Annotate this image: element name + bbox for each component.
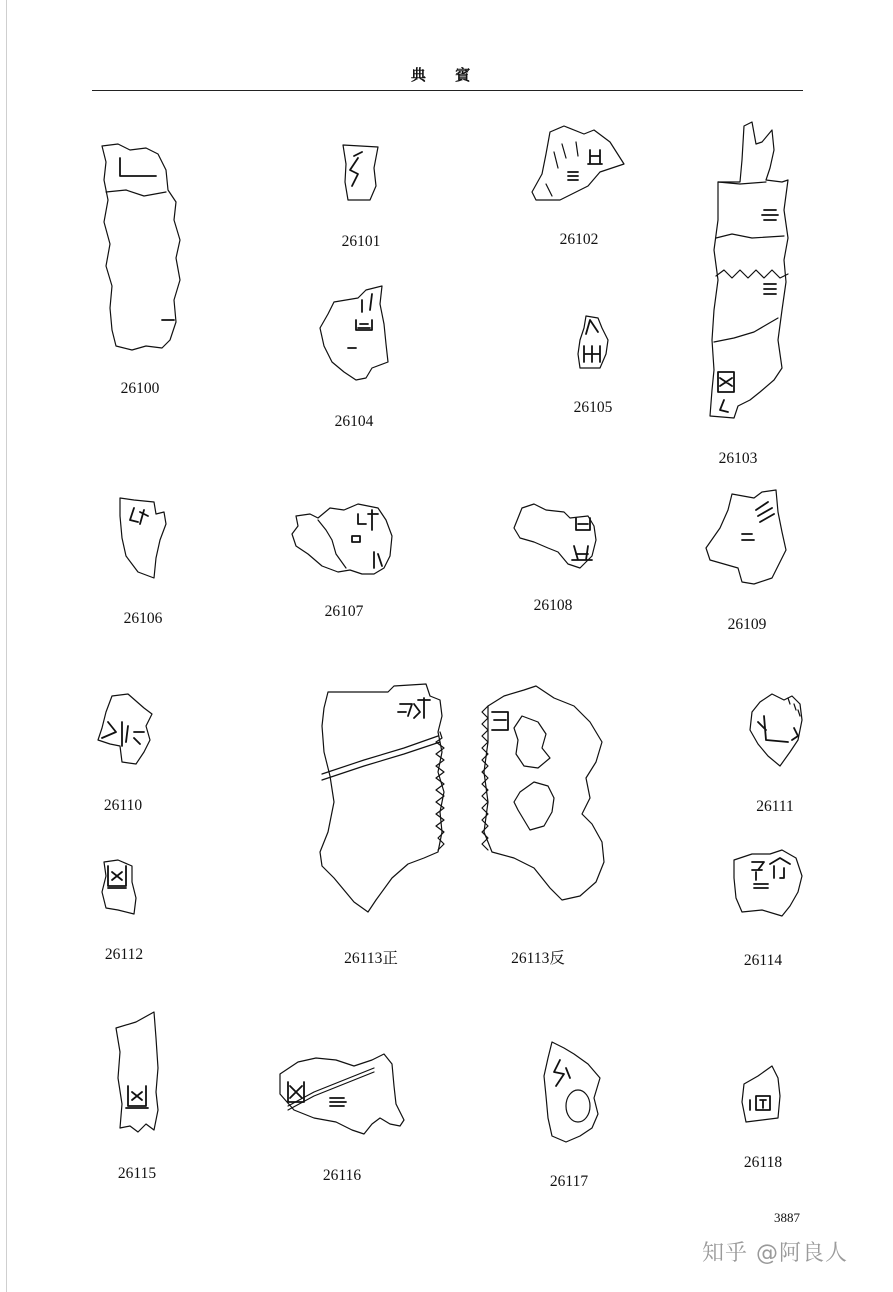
fragment-drawing-26104 [316, 284, 392, 384]
fragment-drawing-26107 [288, 500, 396, 580]
fragment-drawing-26113-front [314, 682, 454, 918]
fragment-label-26110: 26110 [103, 797, 143, 814]
fragment-label-26105: 26105 [573, 399, 613, 416]
fragment-label-26106: 26106 [123, 610, 163, 627]
fragment-drawing-26106 [114, 494, 174, 582]
fragment-label-26107: 26107 [324, 603, 364, 620]
fragment-drawing-26109 [702, 488, 790, 588]
fragment-drawing-26103 [704, 120, 796, 425]
fragment-drawing-26117 [538, 1038, 608, 1146]
fragment-drawing-26108 [508, 500, 604, 572]
fragment-drawing-26115 [108, 1008, 168, 1138]
fragment-label-26113-back: 26113反 [511, 950, 565, 967]
fragment-label-26103: 26103 [718, 450, 758, 467]
fragment-drawing-26113-back [478, 682, 610, 906]
fragment-drawing-26111 [744, 690, 808, 770]
fragment-label-26104: 26104 [334, 413, 374, 430]
fragment-label-26108: 26108 [533, 597, 573, 614]
fragment-drawing-26101 [340, 142, 384, 204]
fragment-label-26115: 26115 [117, 1165, 157, 1182]
fragment-label-26101: 26101 [341, 233, 381, 250]
fragment-drawing-26100 [96, 140, 186, 355]
fragment-label-26113-front: 26113正 [344, 950, 398, 967]
fragment-drawing-26118 [736, 1062, 786, 1128]
fragment-label-26116: 26116 [322, 1167, 362, 1184]
fragment-label-26111: 26111 [756, 798, 794, 815]
header-rule [92, 90, 803, 91]
fragment-drawing-26110 [92, 690, 160, 770]
watermark: 知乎 @阿良人 [702, 1241, 848, 1266]
fragment-drawing-26114 [726, 848, 806, 922]
fragment-label-26114: 26114 [743, 952, 783, 969]
fragment-drawing-26116 [274, 1050, 412, 1138]
fragment-label-26100: 26100 [120, 380, 160, 397]
fragment-label-26102: 26102 [559, 231, 599, 248]
fragment-label-26117: 26117 [549, 1173, 589, 1190]
page-edge [6, 0, 7, 1292]
fragment-drawing-26102 [528, 122, 630, 206]
fragment-label-26112: 26112 [104, 946, 144, 963]
fragment-label-26118: 26118 [743, 1154, 783, 1171]
fragment-drawing-26112 [98, 858, 142, 918]
fragment-drawing-26105 [574, 312, 614, 372]
page-number: 3887 [774, 1210, 800, 1225]
page-title: 典 賓 [410, 66, 483, 84]
fragment-label-26109: 26109 [727, 616, 767, 633]
